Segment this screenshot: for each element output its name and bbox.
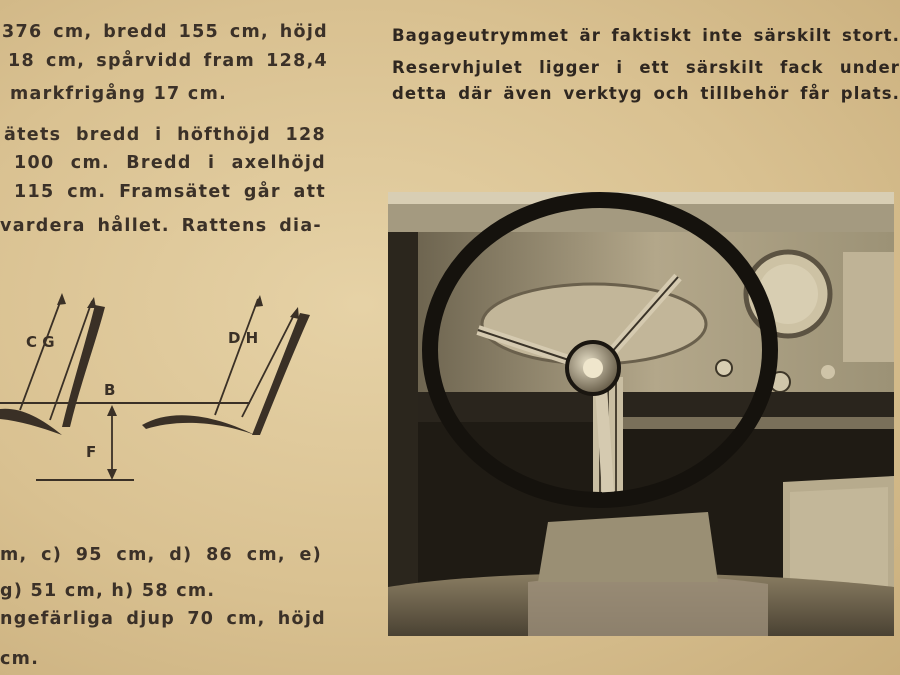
text-line: vardera hållet. Rattens dia-: [0, 216, 322, 236]
seat-dimension-diagram: [0, 285, 330, 495]
label-c-g: C G: [26, 333, 55, 351]
text-line: Bagageutrymmet är faktiskt inte särskilt stort.: [392, 26, 900, 45]
text-line: ätets bredd i höfthöjd 128: [4, 125, 326, 145]
dashboard-photo: [388, 192, 894, 636]
text-line: Reservhjulet ligger i ett särskilt fack under: [392, 58, 900, 77]
steering-wheel-image: [388, 192, 894, 636]
label-f: F: [86, 443, 97, 461]
text-line: m, c) 95 cm, d) 86 cm, e): [0, 545, 322, 565]
label-d-h: D H: [228, 329, 259, 347]
arrow-c-head: [57, 293, 66, 305]
arrow-f-head-top: [107, 405, 117, 416]
text-line: g) 51 cm, h) 58 cm.: [0, 581, 216, 601]
arrow-d-head: [254, 295, 263, 307]
right-seat-backrest: [252, 313, 310, 435]
text-line: markfrigång 17 cm.: [10, 84, 228, 104]
text-line: 115 cm. Framsätet går att: [14, 182, 326, 202]
text-line: 18 cm, spårvidd fram 128,4: [8, 51, 328, 71]
arrow-c: [20, 297, 62, 410]
text-line: cm.: [0, 649, 40, 669]
right-seat-cushion: [142, 415, 255, 435]
arrow-h-head: [290, 307, 299, 319]
label-b: B: [104, 381, 116, 399]
arrow-g-head: [87, 297, 96, 308]
text-line: 100 cm. Bredd i axelhöjd: [14, 153, 326, 173]
text-line: detta där även verktyg och tillbehör får plats.: [392, 84, 900, 103]
text-line: 376 cm, bredd 155 cm, höjd: [2, 22, 328, 42]
arrow-f-head-bottom: [107, 469, 117, 480]
text-line: ngefärliga djup 70 cm, höjd: [0, 609, 326, 629]
